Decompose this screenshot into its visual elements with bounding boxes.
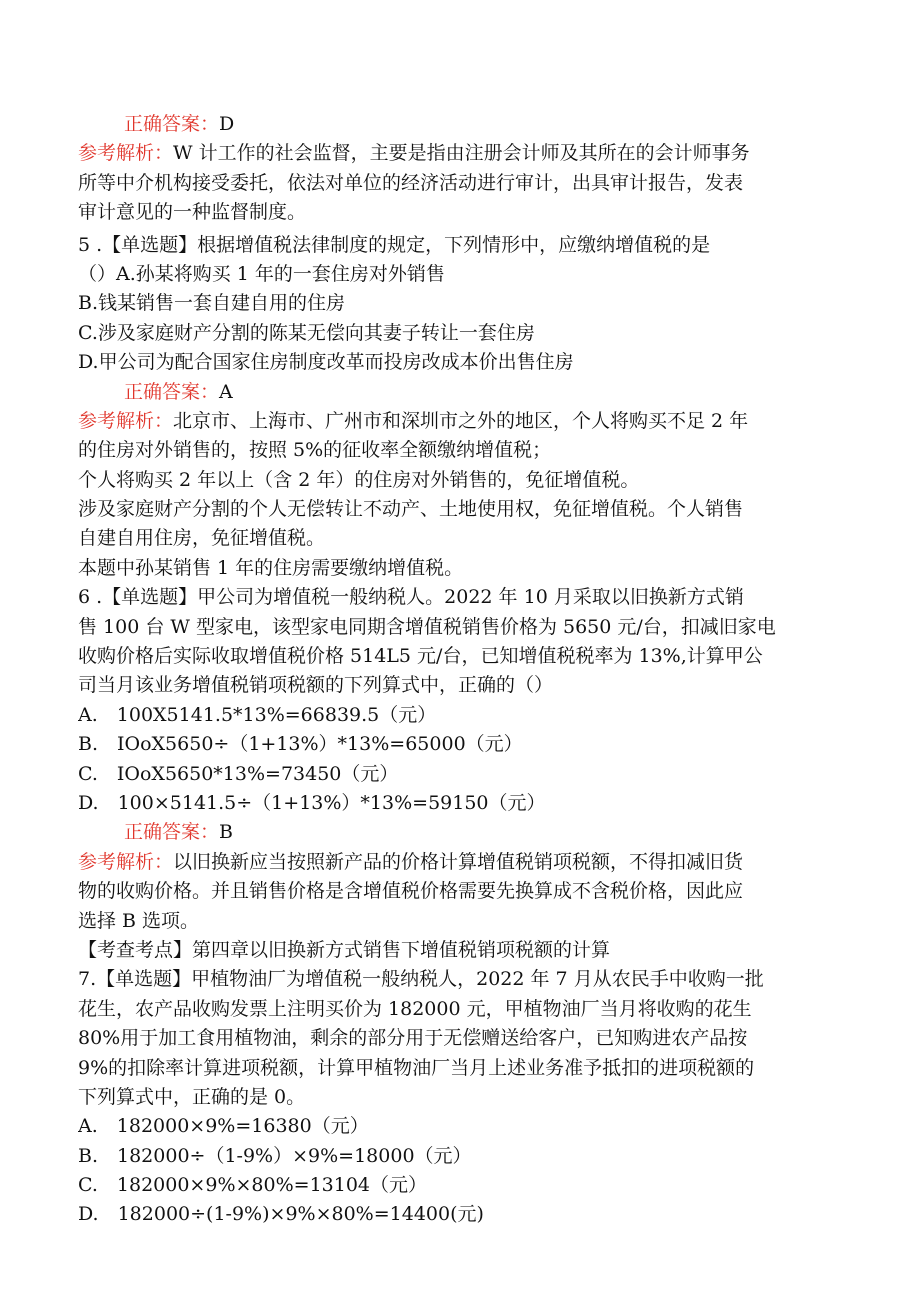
question-5-stem: 5 .【单选题】根据增值税法律制度的规定，下列情形中，应缴纳增值税的是 [78, 233, 711, 256]
question-6-option-c: C. IOoX5650*13%=73450（元） [78, 762, 399, 785]
analysis-line: 本题中孙某销售 1 年的住房需要缴纳增值税。 [78, 556, 464, 579]
question-7-stem: 9%的扣除率计算进项税额，计算甲植物油厂当月上述业务准予抵扣的进项税额的 [78, 1056, 755, 1079]
answer-line [78, 818, 920, 847]
analysis-line [78, 139, 878, 168]
question-6-option-b: B. IOoX5650÷（1+13%）*13%=65000（元） [78, 733, 523, 756]
answer-label: 正确答案： [124, 113, 220, 135]
answer-label: 正确答案： [124, 380, 220, 403]
analysis-line: 的住房对外销售的，按照 5%的征收率全额缴纳增值税； [78, 439, 552, 462]
question-6-stem: 收购价格后实际收取增值税价格 514L5 元/台，已知增值税税率为 13%,计算甲公 [78, 645, 763, 668]
question-6-stem: 司当月该业务增值税销项税额的下列算式中，正确的（） [78, 674, 554, 697]
answer-value: A [219, 380, 233, 403]
question-7-option-b: B. 182000÷（1-9%）×9%=18000（元） [78, 1144, 472, 1167]
question-6-stem: 售 100 台 W 型家电，该型家电同期含增值税销售价格为 5650 元/台，扣减旧家电 [78, 615, 776, 638]
question-7-stem: 80%用于加工食用植物油，剩余的部分用于无偿赠送给客户，已知购进农产品按 [78, 1027, 748, 1050]
question-6-stem: 6 .【单选题】甲公司为增值税一般纳税人。2022 年 10 月采取以旧换新方式销 [78, 586, 744, 609]
question-7-stem: 花生，农产品收购发票上注明买价为 182000 元，甲植物油厂当月将收购的花生 [78, 997, 752, 1020]
analysis-label: 参考解析： [78, 409, 174, 432]
answer-value: B [219, 821, 233, 844]
analysis-text: 北京市、上海市、广州市和深圳市之外的地区，个人将购买不足 2 年 [173, 409, 749, 432]
analysis-line: 个人将购买 2 年以上（含 2 年）的住房对外销售的，免征增值税。 [78, 468, 640, 491]
question-7-stem: 下列算式中，正确的是 0。 [78, 1085, 306, 1108]
question-5-option: B.钱某销售一套自建自用的住房 [78, 292, 346, 315]
analysis-line: 涉及家庭财产分割的个人无偿转让不动产、土地使用权，免征增值税。个人销售 [78, 498, 744, 521]
analysis-line [78, 848, 878, 877]
analysis-line: 所等中介机构接受委托，依法对单位的经济活动进行审计，出具审计报告，发表 [78, 171, 744, 194]
question-6-option-a: A. 100X5141.5*13%=66839.5（元） [78, 703, 437, 726]
answer-value: D [219, 113, 235, 135]
answer-label: 正确答案： [124, 821, 220, 844]
analysis-line: 物的收购价格。并且销售价格是含增值税价格需要先换算成不含税价格，因此应 [78, 880, 744, 903]
answer-line [78, 378, 920, 407]
question-7-stem: 7.【单选题】甲植物油厂为增值税一般纳税人，2022 年 7 月从农民手中收购一批 [78, 968, 764, 991]
analysis-label: 参考解析： [78, 142, 174, 165]
analysis-line [78, 407, 878, 436]
analysis-line: 审计意见的一种监督制度。 [78, 201, 307, 224]
analysis-text: W 计工作的社会监督，主要是指由注册会计师及其所在的会计师事务 [173, 142, 750, 165]
question-5-stem: （）A.孙某将购买 1 年的一套住房对外销售 [78, 262, 445, 285]
question-6-option-d: D. 100×5141.5÷（1+13%）*13%=59150（元） [78, 791, 546, 814]
answer-line [78, 110, 920, 139]
analysis-text: 以旧换新应当按照新产品的价格计算增值税销项税额，不得扣减旧货 [173, 850, 744, 873]
question-7-option-a: A. 182000×9%=16380（元） [78, 1115, 369, 1138]
question-7-option-d: D. 182000÷(1-9%)×9%×80%=14400(元) [78, 1203, 484, 1226]
question-5-option: D.甲公司为配合国家住房制度改革而投房改成本价出售住房 [78, 351, 574, 374]
analysis-label: 参考解析： [78, 850, 174, 873]
analysis-line: 自建自用住房，免征增值税。 [78, 527, 326, 550]
question-5-option: C.涉及家庭财产分割的陈某无偿向其妻子转让一套住房 [78, 321, 535, 344]
exam-point: 【考查考点】第四章以旧换新方式销售下增值税销项税额的计算 [78, 938, 611, 961]
analysis-line: 选择 B 选项。 [78, 909, 200, 932]
question-7-option-c: C. 182000×9%×80%=13104（元） [78, 1174, 428, 1197]
